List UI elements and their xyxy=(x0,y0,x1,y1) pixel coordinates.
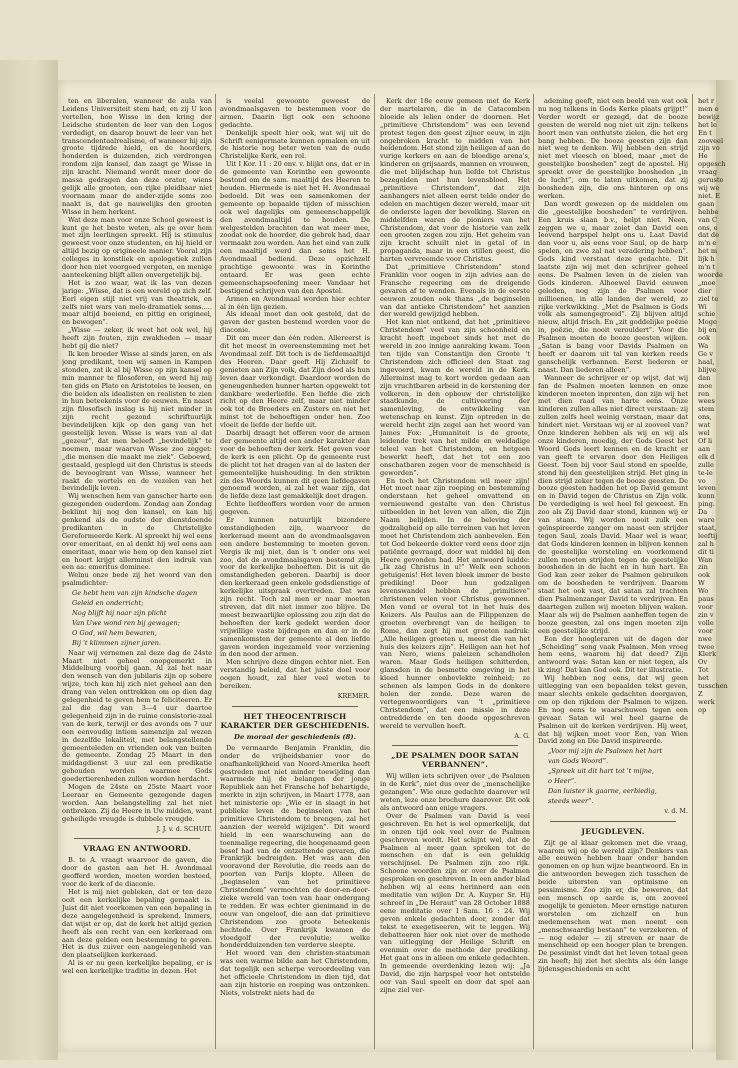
text-fragment: niet. E xyxy=(698,191,720,200)
text-fragment: zooveel xyxy=(698,136,724,145)
text-fragment: hebbe xyxy=(698,207,719,216)
newspaper-page xyxy=(58,80,728,1052)
text-fragment: Z xyxy=(698,689,703,698)
column-4 xyxy=(538,98,688,1053)
text-fragment: op xyxy=(698,705,707,714)
text-fragment: vraag xyxy=(698,168,717,177)
paragraph: Zijt ge al klaar gekomen met die vraag, waarom wij op de wereld zijn? Denkers van alle eeuwen hebben haar onder handen genomen en op hun wijze beantwoord. En in die antwoorden bewegen zich tusschen de beide uitersten van optimisme en pessimisme. Zoo zijn er, die beweren, dat een mensch op aarde is, om zooveel mogelijk te genieten. Meer ernstige naturen worstelen om zichzelf en hun medemenschen wat men noemt een „menschwaardig bestaan” te verzekeren. of — nog edeler — zij streven er naar de menschheid op een hooger plan te brengen. De pessimist vindt dat het leven totaal geen zin heeft; hij ziet het slechts als één lange lijdensgeschiedenis en acht xyxy=(538,838,688,974)
text-fragment: moe xyxy=(698,381,713,390)
paragraph: Kerk der 18e eeuw gemeen met de Kerk der martelaren, die in de Catacomben bloeide als lelien onder de doornen. Het „primitieve Christendom” was een levend protest tegen den geest zijner eeuw, in zijn ongebroken kracht te midden van het heidendom. Het stond zijn heiligen af aan de vurige kerkers en aan de bloedige arena's, kinderen en grijsaards, mannen en vrouwen, die met blijdschap hun liefde tot Christus bezegelden met hun levensbloed. Het „primitieve Christendom”, dat zijn aanhangers niet alleen eerst telde onder de edelen en machtigen dezer wereld, maar uit de onderste lagen der bevolking. Slaven en middelfden waren de pioniers van het Christendom, dat voor de historie van zelk een grooten zegen zou zijn. Het geheim van zijn kracht schuilt niet in getal of in propaganda, maar in een stillen geest, die harten vervreemde voor Christus. xyxy=(380,98,530,264)
column-5-fragment xyxy=(698,98,738,1053)
paragraph: Daarbij draagt het offeren voor de armen der gemeente altijd een ander karakter dan voor de behoeften der kerk. Het geven voor de kerk is een plicht. Op de gemeente rust de plicht tot het dragen van al de lasten der gemeentelijke huishouding. In den strikten zin des Woords kunnen dit geen liefdegaven genoemd worden, al zal het waar zijn, dat de liefde deze last gemakkelijk doet dragen. xyxy=(220,429,370,501)
text-fragment: schie xyxy=(698,310,716,319)
divider xyxy=(392,745,518,746)
paragraph: ten en liberalen, wanneer de aula van Leidens Universiteit stem had, en zij U kon vertellen, hoe Wisse in den kring der Leidsche studenten de leer van den Logos verdedigt, en daarop bouwt de leer van het transcendentaalrealisme, of wanneer hij zijn groote tijdrede hield, en de hoorders, honderden is duizenden, zich verdrongen rondom zijn kansel, dan zaagt ge Wisse in zijn kracht. Niemand wordt meer door de massa gedragen dan deze orator, wiens gelijk alle grooten, een rijke pleidbaar niet voornaam maar de ander-zijde soms zoo naakt is, dat ge nauwelijks den grooten Wisse in hem herkent. xyxy=(62,98,212,216)
text-fragment: zulle xyxy=(698,460,714,469)
text-fragment: wel xyxy=(698,429,710,438)
text-fragment: m'n t xyxy=(698,263,716,272)
paragraph: Er kunnen natuurlijk bizondere omstandigheden zijn, waarvoor de kerkeraad meent aan de avondmaalsgaven een andere bestemming te moeten geven. Vergis ik mij niet, dan is 't onder ons wel zoo, dat de avondmaalsgaven bestemd zijn voor de kerkelijke behoeften. Dit is uit de omstandigheden geboren. Daarbij is door den kerkeraad geen enkele godsdienstige of kerkelijke uitspraak overtreden. Dat was zijn recht. Toch zal men er naar moeten streven, dat dit niet immer zoo blijve. De meest bezwaarlijke oplossing zou zijn dat de behoeften der kerk gedekt werden door vrijwillige vaste bijdragen en dan er in de samenkomsten der gemeente al den liefde gaven worden ingezameld voor verziening in den nood der armen. xyxy=(220,516,370,659)
poem-line: Geleid en onderricht; xyxy=(72,599,144,608)
text-fragment: ren xyxy=(698,389,710,398)
text-fragment: Wo xyxy=(698,587,709,596)
text-fragment: tusschen xyxy=(698,682,728,691)
text-fragment: stem xyxy=(698,405,715,414)
paragraph: Een der hoogleraren uit de dagen der „Scheiding” song vaak Psalmen. Men vroeg hem eens, waarom hij dat deed? Zijn antwoord was: Satan kan er niet tegen, als ik zing! Dat kan God ook. Dit ter illustratie. xyxy=(538,634,688,675)
paragraph: Welnu onze bede zij het woord van den psalmdichter: xyxy=(62,571,212,588)
text-fragment: ons, xyxy=(698,413,712,422)
text-fragment: voor xyxy=(698,603,713,611)
article-subheading: De moraal der geschiedenis (8). xyxy=(234,732,356,741)
text-fragment: dier xyxy=(698,286,712,295)
text-fragment: bij en xyxy=(698,326,717,335)
paragraph: Al is er nu geen kerkelijke bepaling, er is wel een kerkelijke traditie in dezen. Het xyxy=(62,959,212,976)
paragraph: Dit om meer dan één reden. Allereerst is dit het meest in overeenstemming met het Avondmaal zelf. Dit toch is de liefdemaaltijd des Heeren. Daar geeft Hij Zichzelf te genieten aan Zijn volk, dat Zijn dood als hun leven daar verkondigt. Daardoor worden de geneugenheden hunner harten opgewekt tot dankbare wederliefde. Een liefde die zich richt op den Heere zelf, maar niet minder ook tot de Broeders en Zusters en niet het minst tot de behoeftigen onder hen. Zoo vloeit de liefde der liefde uit. xyxy=(220,334,370,430)
paragraph: Ik ken broeder Wisse al sinds jaren, en als jong predikant, toen wij samen in Kampen stonden, zat ik al bij Wisse op zijn kansel op min manner te filosoferen, en werd hij mij ten gids en Plato en Aristoteles te leesen, en die beiden als idealisten en realisten te zien in hun beteekenis voor de eeuwen. En naast zijn filosofisch inslag is hij niet minder in zijn recht gezond schriftuurlijk bevindelijken kijk op den gang van het geestelijk leven. Wisse is wars van al dat „gezeur”, dat men beleeft „bevindelijk” te noemen, maar waarvan Wisse zoo zegget: „die mensen die maakt me ziek”. Geboewd, gestaald, gesplegd uit den Christus is steeds de bevooglrant van Wisse, wanneer het raakt de wortels en de vezelen van het bevindelijk leven. xyxy=(62,350,212,493)
text-fragment: te-le xyxy=(698,468,713,477)
text-fragment: Ge v xyxy=(698,350,713,358)
text-fragment: nwe xyxy=(698,634,712,643)
text-fragment: ook xyxy=(698,334,710,343)
paragraph: Echte liefdeoffers worden voor de armen gegeven. xyxy=(220,500,370,517)
text-fragment: Wa xyxy=(698,342,709,351)
text-fragment: wees xyxy=(698,397,715,406)
text-fragment: men e xyxy=(698,104,719,113)
paragraph: Naar wij vernemen zal deze dag de 24ste Maart niet geheel onopgemerkt in Middelburg voorbij gaan. Al zal het naar den wensch van den jubilaris zijn op sobere wijze, toch kan hij zich niet geheel aan den drang van velen onttrekken om op dien dag gelegenheid te geven hem te feliciteeren. Er zal die dag van 3—4 uur daartoe gelegenheid zijn in de ruime consistorie-zaal van de kerk, terwijl er des avonds om 7 uur een eenvoudig intiem samenzijn zal wezen in dezelfde lokaliteit, met belangstellende gemeenteleden en vrienden ook van buiten de gemeente. Zondag 25 Maart in den middagdienst 3 uur zal een predikatie gehouden worden waarmee Gods goedertierenheden zullen worden herdacht. xyxy=(62,648,212,784)
text-fragment: dit ti xyxy=(698,547,714,556)
text-fragment: vo xyxy=(698,476,706,485)
text-fragment: werk xyxy=(698,697,715,706)
poem-line: Van Uwe wond ren bij gewagen; xyxy=(72,618,180,627)
text-fragment: En t xyxy=(698,128,712,137)
paragraph: Wij hebben nog eens, dat wij geen uitlegging van een bepaalden tekst geven, maar slechts enkele gedachten doorgaven, om op den rijkdom der Psalmen te wijzen. En nog eens te waarschuwen tegen een gevaar. Satan wil wel heel gaarne de Psalmen uit de kerken verdrijven. Hij weet, dat hij wijken moet voor Een, van Wien David zong en Die David inspireerde. xyxy=(538,674,688,746)
paragraph: B. te A. vraagt waarvoor de gaven, die door de gasten aan het H. Avondmaal geofferd worden, moeten worden besteed, voor de kerk of de diaconie. xyxy=(62,856,212,889)
paragraph: Denkelijk speelt hier ook, wat wij uit de Schrift eenigermate kunnen opmaken en uit de historie nog beter weten van de oude Christelijke Kerk, een rol. xyxy=(220,128,370,161)
text-fragment: ware xyxy=(698,516,715,525)
text-fragment: Da xyxy=(698,508,708,517)
signature: J. J. v. d. SCHUIT. xyxy=(156,824,212,833)
text-fragment: Moge xyxy=(698,318,717,327)
paragraph: Dat „primitieve Christendom” stond Franklin voor oogen in zijn advies aan de Fransche regeering om de dreigende gevaren af te wenden. Evenals in de eerste eeuwen zouden ook thans „de beginselen van dat antieke Christendom” het aanzien der wereld gewijzigd hebben. xyxy=(380,263,530,319)
text-fragment: opgesch xyxy=(698,160,726,169)
text-fragment: leven xyxy=(698,484,716,493)
paragraph: En toch het Christendom wil meer zijn! Het moet naar zijn roeping en bestemming onderstaan het geheel omvattend en vernieuwend gestalte van den Christus uitbeelden in het leven van allen, die Zijn Naam belijden. In de beleving der godzaligheid op alle terreinen van het leven moet het Christendom zich aanbevelen. Een tot God bekeerde dokter verd eens door zijn patiënte gevraagd, door wat middel hij den Heere gevonden had. Het antwoord luidde: „Ik zag Christus in u!” Welk een schoon getuigenis! Het leven bleek immer de beste prediking! Door hun godzaligen levenswandel hebben de „primitieve” christenen velen voor Christus gewonnen. Men vond er overal tot in het huis des Keizers. Als Paulus aan de Filippenzen de groeten overbrengt van de heiligen te Rome, dan zegt hij met groeten nadruk: „Alle heiligen groeten u, meest die van het huis des keizers zijn”. Heiligen aan het hof van Nero, wiens paleizen schandholen waren. Maar Gods heiligen schitterden, glansden in de besmette omgeving in het kleed hunner onbevlekte reinheid; ze schenen als lampen Gods in de donkere holen der zonde. Deze waren de vertegenwoordigers van 't „primitieve Christendom”, dat een missie in deze ontredderde en ten doode opgeschreven wereld te vervullen heeft. xyxy=(380,476,530,730)
paragraph: Het woord van den christen-staatsman was een warme bilde aan het Christendom, dat tegelijk een scherpe veroordeeling van het officieele Christendom in dien tijd, dat aan zijn historie en roeping was ontzonken. Niets, volstrekt niets had de xyxy=(220,949,370,997)
paragraph: Wij wenschen hem van ganscher harte een gezegenden ouderdom. Zondag aan Zondag beklimt hij nog den kansel, en kan hij genkend als de oudste der dienstdoende predikanten in de Christelijke Gereformeerde Kerk. Al spreekt hij wel eens over emeritaat, en al denkt hij wel eens aan emeritaat, maar wie hem op den kansel ziet en hoort krijgt allerminst den indruk van een aa: emeritus dominee. xyxy=(62,492,212,572)
text-fragment: paus xyxy=(698,595,714,604)
column-1 xyxy=(62,98,212,1053)
text-fragment: het le xyxy=(698,120,717,129)
text-fragment: „moe xyxy=(698,278,716,287)
signature: A. G. xyxy=(514,731,530,740)
text-fragment: elk d xyxy=(698,452,715,461)
poem-line: Ge hebt hem van zijn kindsche dagen xyxy=(72,589,198,598)
paragraph: Als ideaal moet dan ook gesteld, dat de gaven der gasten bestemd worden voor de diaconie. xyxy=(220,310,370,335)
text-fragment: ping. xyxy=(698,500,715,509)
text-fragment: leeftij xyxy=(698,531,718,540)
text-fragment: zijn vo xyxy=(698,144,720,153)
column-rule xyxy=(374,94,375,1049)
text-fragment: aan xyxy=(698,444,711,453)
column-rule xyxy=(692,94,693,1049)
text-fragment: blijve xyxy=(698,365,717,374)
poem-line: „Voor mij zijn de Psalmen het hart xyxy=(548,747,663,756)
paragraph: ademing geeft, niet een beeld van wat ook nu nog telkens in Gods Kerke plaats grijpt!” Verder wordt er gezegd, dat de booze geesten de wereld nog niet uit zijn: telkens hoort men van onthutste zielen, die het erg bang hebben. De booze geesten zijn dan niet weg te denken. Wij hebben den strijd niet met vleesch en bloed, maar „met de geestelijke boosheden” zegt de apostel. Hij spreekt over de geestelijke boosheden „in de lucht”, om te laten uitkomen, dat zij boosheden zijn, die ons hinteren op ons werken. xyxy=(538,98,688,200)
text-fragment: het r xyxy=(698,98,715,105)
text-fragment: ons, e xyxy=(698,223,718,232)
poem-line: „Spreek uit dit hart tot 't mijne, xyxy=(548,767,655,776)
text-fragment: m'n e xyxy=(698,239,717,248)
text-fragment: wij we xyxy=(698,183,720,192)
column-3 xyxy=(380,98,530,1053)
text-fragment: ook xyxy=(698,571,710,580)
text-fragment: haal, xyxy=(698,357,715,366)
column-rule xyxy=(215,94,216,1049)
paragraph: Wanneer de schrijver er op wijst, dat wij fan de Psalmen moeten kennen en onze kinderen moeten inprenten, dan zijn wij het met dien raad van harte eens. Onze kinderen zullen alles niet direct verstaan: zij zullen zelfs heel weinig verstaan, maar dat hindert niet. Verstaan wij er al zooveel van? Onze kinderen hebben als wij en wij als onze kinderen, moedig, der Gods Geest het Woord Gods leert kennen en de kracht er van geeft te ervaren door den Heiligen Geest. Toen bij voor Saul stond en speelde, stond hij den geestelijken strijd. Het ging in dien strijd zeker tegen de booze geesten. De booze geesten hadden het op David gemunt en in David tegen de Christus en Zijn volk. De verdediging is wel heel fel geweest. En zoo als Zij David daar stond, kunnen wij er van staan. Wij worden nooit zulk een geïnspireerde zanger om naast een strijder tegen Saul, zoals David. Maar wel is waar, dat Gods kinderen kennen in blijven kennen de geestelijke worsteling en voorkomend zullen moeten strijden tegen de geestelijke boosheden in de lucht en in hun hart. En God kan zeer zeker de Psalmen gebruiken om de boosheden te verdrijven. Daarom staat het ook vast, dat satan zal trachten dien Psalmenzanger David te verdrijven. En daartegen zullen wij moeten blijven waken. Maar als wij de Psalmen aanheffen tegen de booze geesten, zal ons ingen moeten zijn een geestelijke strijd. xyxy=(538,373,688,635)
text-fragment: dat de xyxy=(698,231,720,240)
signature: v. d. M. xyxy=(664,806,688,815)
text-fragment: lijk h xyxy=(698,255,715,264)
text-fragment: het m xyxy=(698,247,718,256)
text-fragment: kunn xyxy=(698,492,715,501)
text-fragment: Of li xyxy=(698,436,713,445)
poem-line: steeds weer”. xyxy=(548,796,594,805)
poem-line: O God, wil hem bewaren, xyxy=(72,628,157,637)
poem-line: o Heer”. xyxy=(548,777,577,786)
paragraph: Wij willen iets schrijven over „de Psalmen in de Kerk”, niet dus over de „menschelijke gezangen”. Wie onze gedachte daarover wil weten, leze onze brochure daarover. Dit ook als antwoord aan enige vragers. xyxy=(380,772,530,813)
paragraph: is veelal gewoonte geweest de avondmaalsgaven te bestemmen voor de armen. Daarin ligt ook een schoone gedachte. xyxy=(220,98,370,129)
article-heading: „DE PSALMEN DOOR SATAN VERBANNEN”. xyxy=(391,751,519,770)
column-2 xyxy=(220,98,370,1053)
text-fragment: geruste xyxy=(698,176,724,185)
paragraph: Uit I Kor. 11 : 20 env. v. blijkt ons, dat er in de gemeente van Korinthe een gewoonte bestond om de sam. maaltijd des Heeren te houden. Hiermede is niet het H. Avondmaal bedoeld. Dit was een samenkomen der gemeente op bepaalde tijden of misschien ook wel dagelijks om gemeenschappelijk den avondmaaltijd te houden. De welgestelden brachten dan wat meer mee, zoodat ook de hoorder, die gebrek had, daar vermaakt zou worden. Aan het eind van zulk een maaltijd werd dan soms het H. Avondmaal bediend. Deze opzichzelf prachtige gewoonte was in Korinthe ontaard. Er was geen echte gemeenschapsoefening meer. Vandaar het bestigend schrijven van den Apostel. xyxy=(220,160,370,295)
column-rule xyxy=(533,94,534,1049)
text-fragment: He xyxy=(698,152,708,161)
text-fragment: dan xyxy=(698,373,711,382)
paragraph: „Wisse — zeker, ik weet het ook wel, hij heeft zijn fouten, zijn zwakheden — maar hebt gij die niet? xyxy=(62,326,212,351)
paragraph: Het kan niet ontkend, dat het „primitieve Christendom” veel van zijn schoonheid en kracht heeft ingeboet sinds het met de wereld in zoo innige aanraking kwam. Toen ten tijde van Constantijn den Groote 't Christendom zich officieel den Staat zag ingevoerd, kwam de wereld in de Kerk. Allerminst mag te kort worden gedaan aan zijn vruchtbaren arbeid in de kerstening der volkeren, in den opbouw der christelijke staatkunde, de cultiveering der samenleving, de ontwikkeling van wetenschap en kunst. Zijn optreden in de wereld hecht zijn zegel aan het woord van James Fox: „Humaniteit is de groote, leidende trek van het milde en weldadige teleel van het Christendom, en hetgeen bewerkt heeft, dat het tot een zoo onschatbaren zegen voor de menschheid is geworden”. xyxy=(380,318,530,477)
paragraph: Armen en Avondmaal worden hier echter al in één lijn gezien. xyxy=(220,294,370,311)
paragraph: Mogen de 24ste en 25ste Maart voor Leeraar en Gemeente gezegende dagen worden. Aan belangstelling zal het niet ontbreken. Zij de Heere in Uw midden, want geheiligde vreugde is dubbele vreugde. xyxy=(62,783,212,823)
text-fragment: Klerk xyxy=(698,650,717,659)
article-heading: VRAAG EN ANTWOORD. xyxy=(83,844,191,854)
poem-line: Dan luister ik gaarne, eerbiedig, xyxy=(548,786,657,795)
divider xyxy=(232,706,358,707)
text-fragment: zin xyxy=(698,563,708,572)
article-heading: JEUGDLEVEN. xyxy=(581,826,645,836)
text-fragment: Ov xyxy=(698,658,708,667)
text-fragment: zal h xyxy=(698,539,714,548)
text-fragment: twee xyxy=(698,642,715,651)
text-fragment: het xyxy=(698,674,709,683)
text-fragment: ziel te xyxy=(698,294,719,303)
paragraph: De vermaarde Benjamin Franklin, die onder de vrijheidsbanier voor de onafhankelijkheid van Noord-Amerika heeft gestreden met niet minder toewijding dan waarmede hij de belangen der jonge Republiek aan het Fransche hof behartigde, merkte in zijn schrijven, in Maart 1778, aan het ministerie op: „Wie er in slaagt in het publieke leven de beginselen van het primitieve Christendom te brengen, zal het aanzien der wereld wijzigen”. Dit woord hield in een waarschuwing aan de toenmalige regeering, die hoegenaamd geen besef had van de ontzettende gevaren, die Frankrijk bedreigden. Het was aan den vooravond der Revolutie, die reeds aan de poorten van Parijs klopte. Alleen de „beginselen van het primitieve Christendom” vermochten de door-en-door-zieke wereld van toen van haar ondergang te redden. Er was echter gienimand in de eeuw van ongeloof, die aan dat primitieve Christendom zoo groote beteekenis hechtede. Over Frankrijk kwamen de vloedgolf der revolutie; welke honderdduizenden ten verderve sleepte. xyxy=(220,743,370,950)
text-fragment: gaan xyxy=(698,199,715,208)
paragraph: Wat deze man voor onze School geweest is kunt ge het beste weten, als ge over hem met zijn leerlingen spreekt. Hij is stimulus geweest voor onze studenten, en hij hield er altijd bezig op origineele manier. Vooral zijn colleges in konstliek en apologetiek zullen door hen niet voorgoed vergeten, en menige aanteekening blijft allen onvergetelijk bij. xyxy=(62,215,212,279)
divider xyxy=(550,821,676,822)
poem-line: Nog blijft hij naar zijn plicht xyxy=(72,609,167,617)
adjacent-page-edge xyxy=(0,60,58,1060)
text-fragment: van C xyxy=(698,215,718,224)
text-fragment: Tot xyxy=(698,666,709,675)
text-fragment: woorde xyxy=(698,270,723,279)
text-fragment: bewijz xyxy=(698,112,720,121)
text-fragment: voor xyxy=(698,626,713,635)
divider xyxy=(74,838,200,839)
paragraph: Het is zoo waar, wat ik las van dezen jarige: „Wisse, dat is een wereld op zich zelf. Eerl eigen stijl niet vrij van theatriek, en zelfs niet wars van melo-dramatiek soms..... maar altijd boeiend, en pittig en origineel, en bewogen”. xyxy=(62,278,212,327)
text-fragment: staat, xyxy=(698,523,717,532)
paragraph: Men schrijve deze dingen echter niet. Een verstandig beleid, dat het juiste doel voor oogen houdt, zal hier veel weten te bereiken. xyxy=(220,658,370,691)
paragraph: Het is mij niet gebleken, dat er ten deze ooit een kerkelijke bepaling gemaakt is. Juist dit niet voorkomen van een bepaling in deze aangelegenheid is sprekend. Immers, dat wijst er op, dat de kerk het altijd gezien heeft als een recht van een kerkeraad om aan deze gelden een bestemming te geven. Het is dus zuiver een aangelegenheid van den plaatselijken kerkeraad. xyxy=(62,888,212,960)
text-fragment: wat xyxy=(698,421,711,430)
text-fragment: volle xyxy=(698,618,714,627)
poem-line: Bij 't klimmen zijner jaren. xyxy=(72,638,162,647)
paragraph: Over de Psalmen van David is veel geschreven. En het is wel opmerkelijk, dat in onzen tijd ook veel over de Psalmen geschreven wordt. Het schijnt wel, dat de Psalmen al meer gaan spreken tot de menschen en dat is een gelukkig verschijnsel. De Psalmen zijn zoo rijk. Schoone woorden zijn er over de Psalmen gesproken en geschreven. In een ander blad hebben wij al eens herinnerd aan een meditatie van wijlen Dr. A. Kuyper Sr. Hij schreef in „De Heraut” van 28 October 1888 eene meditatie over I Sam. 16 : 24. Wij geven enkele gedachten door, zonder dat tekst te exegetiseeren, wit te leggen. Wij debatteeren hier ook niet over de methode van uitlegging der Heilige Schrift en evenmin over de methode der prediking. Het gaat ons in alleen om enkele gedachten. In gemeende overdenking lezen wij: „Ja David, die zijn harpspel voor het ontstelde oor van Saul speelt en door dat spel aan zijne ziel ver- xyxy=(380,811,530,994)
poem-line: van Gods Woord”. xyxy=(548,757,609,766)
text-fragment: Wan xyxy=(698,555,713,564)
article-heading: HET THEOCENTRISCH KARAKTER DER GESCHIEDENIS. xyxy=(220,711,370,730)
text-fragment: Wi xyxy=(698,302,707,311)
paragraph: Dan wordt gewezen op de middelen om die „geestelijke boosheden” te verdrijven. Een kruis slaan b.v., helpt niet. Neen, zeggen we u, maar zoiet dan David een Ieovend harpspel helpt ons u. Laat David dan voor u, als eens voor Saul, op de harp spelen, en zwe zal nat veradering hebben”. Gods kind verstaat deze gedachte. Dit laatste zijn wij met den schrijver geheel eens. De Psalmen leven in de zielen van Gods kinderen. Alhoewel David eeuwen geleden, nog zijn de Psalmen voor millioenen, in alle landen der wereld, zo rijke verkwikking. „Met de Psalmen is Gods volk als samengegroeid”. Zij blijven altijd nieuw, altijd frisch. En „zit goddelijke poëzie in, poëzie, die nooit verouldert”. Voor die Psalmen moeten de booze geesten wijken. „Satan is bang voor Davids Psalmen en heeft er daarom uit tal van kerken reeds ganschelijk verbannen. Eerst liederen er naast. Dan liederen alleen”. xyxy=(538,199,688,374)
signature: KREMER. xyxy=(337,691,370,700)
text-fragment: zin v xyxy=(698,610,714,619)
text-fragment: W xyxy=(698,579,705,588)
